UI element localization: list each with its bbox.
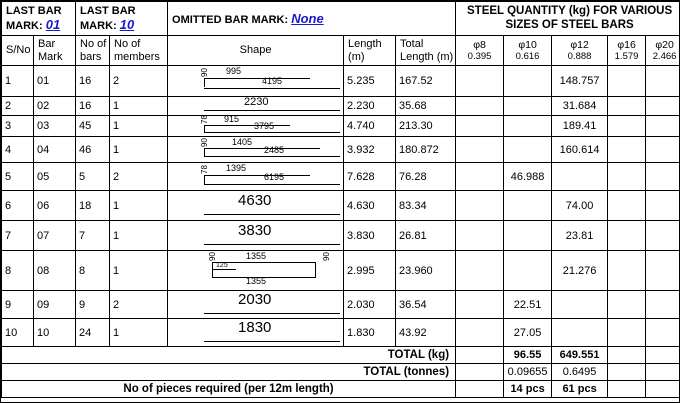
cell-sno: 5 <box>2 163 34 191</box>
cell-total-length: 43.92 <box>396 319 456 347</box>
shape-dim-hook: 125 <box>216 262 228 270</box>
dia-20-weight: 2.466 <box>652 51 677 63</box>
cell-d12: 21.276 <box>552 251 608 291</box>
pieces-d12: 61 pcs <box>552 381 608 398</box>
cell-d20 <box>646 291 680 319</box>
pieces-d16 <box>608 381 646 398</box>
cell-d16 <box>608 163 646 191</box>
cell-length: 3.830 <box>344 221 396 251</box>
col-bar-mark: Bar Mark <box>34 36 76 66</box>
cell-no-of-bars: 45 <box>76 116 110 137</box>
cell-d20 <box>646 97 680 116</box>
table-row <box>2 66 680 97</box>
cell-bar-mark: 05 <box>34 163 76 191</box>
cell-sno: 2 <box>2 97 34 116</box>
steel-quantity-title: STEEL QUANTITY (kg) FOR VARIOUS SIZES OF STEEL BARS <box>456 2 680 36</box>
shape-dim-top: 1395 <box>226 163 247 174</box>
cell-no-of-members: 1 <box>110 137 168 163</box>
cell-d10 <box>504 221 552 251</box>
cell-length: 7.628 <box>344 163 396 191</box>
cell-total-length: 36.54 <box>396 291 456 319</box>
cell-d8 <box>456 137 504 163</box>
cell-d10 <box>504 116 552 137</box>
cell-no-of-members: 1 <box>110 97 168 116</box>
shape-dim-top: 995 <box>226 66 242 77</box>
cell-total-length: 76.28 <box>396 163 456 191</box>
cell-total-length: 167.52 <box>396 66 456 97</box>
shape-dim-top: 1355 <box>246 251 267 262</box>
shape-dim-right-vert: 90 <box>322 252 332 262</box>
cell-no-of-bars: 16 <box>76 97 110 116</box>
cell-shape <box>168 97 344 116</box>
cell-no-of-bars: 5 <box>76 163 110 191</box>
cell-sno: 7 <box>2 221 34 251</box>
cell-shape <box>168 319 344 347</box>
cell-d20 <box>646 221 680 251</box>
dia-8-weight: 0.395 <box>467 51 492 63</box>
cell-d12: 31.684 <box>552 97 608 116</box>
dia-12-label: φ12 <box>570 38 589 51</box>
shape-dim-bottom: 2485 <box>264 145 285 156</box>
col-sno: S/No <box>2 36 34 66</box>
cell-d10 <box>504 66 552 97</box>
shape-dim-bottom: 4195 <box>262 76 283 87</box>
cell-no-of-bars: 8 <box>76 251 110 291</box>
cell-d8 <box>456 191 504 221</box>
shape-dim-bottom: 1355 <box>246 276 267 287</box>
first-bar-mark-value: 01 <box>45 17 61 32</box>
total-tonnes-d8 <box>456 364 504 381</box>
table-row <box>2 251 680 291</box>
shape-dim-vert: 78 <box>200 165 210 175</box>
cell-d12: 189.41 <box>552 116 608 137</box>
pieces-d20 <box>646 381 680 398</box>
cell-d20 <box>646 116 680 137</box>
table-row <box>2 291 680 319</box>
dia-10-weight: 0.616 <box>515 51 540 63</box>
cell-sno: 4 <box>2 137 34 163</box>
col-no-of-members: No of members <box>110 36 168 66</box>
shape-dim-length: 4630 <box>238 192 272 210</box>
dia-8-label: φ8 <box>473 38 486 51</box>
shape-dim-length: 2030 <box>238 291 272 309</box>
cell-d8 <box>456 66 504 97</box>
col-total-length: Total Length (m) <box>396 36 456 66</box>
cell-sno: 6 <box>2 191 34 221</box>
dia-12-weight: 0.888 <box>567 51 592 63</box>
col-dia-8 <box>456 36 504 66</box>
shape-link-bar <box>168 251 343 290</box>
table-row <box>2 163 680 191</box>
pieces-d10: 14 pcs <box>504 381 552 398</box>
cell-bar-mark: 10 <box>34 319 76 347</box>
table-row <box>2 137 680 163</box>
shape-dim-bottom: 6195 <box>264 172 285 183</box>
total-tonnes-d16 <box>608 364 646 381</box>
cell-d12: 23.81 <box>552 221 608 251</box>
cell-d16 <box>608 221 646 251</box>
cell-d16 <box>608 319 646 347</box>
cell-total-length: 35.68 <box>396 97 456 116</box>
cell-length: 5.235 <box>344 66 396 97</box>
cell-no-of-bars: 18 <box>76 191 110 221</box>
last-bar-mark-label: LAST BAR MARK: <box>80 5 136 32</box>
total-tonnes-label: TOTAL (tonnes) <box>2 364 456 381</box>
cell-length: 1.830 <box>344 319 396 347</box>
cell-bar-mark: 03 <box>34 116 76 137</box>
total-tonnes-d20 <box>646 364 680 381</box>
cell-bar-mark: 04 <box>34 137 76 163</box>
cell-d10 <box>504 251 552 291</box>
cell-d8 <box>456 116 504 137</box>
dia-16-weight: 1.579 <box>614 51 639 63</box>
shape-dim-vert: 90 <box>200 68 210 78</box>
cell-d10 <box>504 137 552 163</box>
cell-shape <box>168 221 344 251</box>
cell-shape <box>168 66 344 97</box>
schedule-table <box>1 1 680 398</box>
shape-bent-bar <box>168 163 343 190</box>
cell-no-of-members: 1 <box>110 116 168 137</box>
total-kg-d10: 96.55 <box>504 347 552 364</box>
cell-no-of-members: 2 <box>110 291 168 319</box>
shape-dim-length: 1830 <box>238 319 272 337</box>
shape-straight-bar <box>168 191 343 220</box>
cell-d10 <box>504 191 552 221</box>
shape-dim-top: 1405 <box>232 137 253 148</box>
total-kg-d16 <box>608 347 646 364</box>
total-tonnes-d10: 0.09655 <box>504 364 552 381</box>
pieces-row <box>2 381 680 398</box>
total-kg-d20 <box>646 347 680 364</box>
shape-dim-length: 2230 <box>244 96 269 109</box>
cell-shape <box>168 251 344 291</box>
cell-d20 <box>646 66 680 97</box>
cell-no-of-bars: 9 <box>76 291 110 319</box>
cell-d8 <box>456 251 504 291</box>
cell-total-length: 26.81 <box>396 221 456 251</box>
cell-d20 <box>646 137 680 163</box>
cell-d16 <box>608 97 646 116</box>
cell-d12: 160.614 <box>552 137 608 163</box>
cell-d8 <box>456 291 504 319</box>
cell-d8 <box>456 319 504 347</box>
cell-no-of-members: 2 <box>110 163 168 191</box>
cell-d20 <box>646 319 680 347</box>
cell-d12 <box>552 163 608 191</box>
first-bar-mark <box>2 2 76 36</box>
table-row <box>2 221 680 251</box>
cell-no-of-bars: 24 <box>76 319 110 347</box>
cell-d12 <box>552 291 608 319</box>
dia-10-label: φ10 <box>518 38 537 51</box>
cell-total-length: 213.30 <box>396 116 456 137</box>
cell-length: 3.932 <box>344 137 396 163</box>
table-row <box>2 319 680 347</box>
total-kg-d8 <box>456 347 504 364</box>
cell-d16 <box>608 191 646 221</box>
omitted-bar-mark-value: None <box>291 11 324 26</box>
cell-d12: 148.757 <box>552 66 608 97</box>
table-row <box>2 191 680 221</box>
cell-d10: 46.988 <box>504 163 552 191</box>
total-kg-row <box>2 347 680 364</box>
cell-no-of-members: 1 <box>110 251 168 291</box>
cell-d16 <box>608 116 646 137</box>
last-bar-mark-value: 10 <box>119 17 135 32</box>
shape-straight-bar <box>168 319 343 346</box>
shape-dim-vert: 78 <box>200 115 210 125</box>
cell-bar-mark: 08 <box>34 251 76 291</box>
col-dia-10 <box>504 36 552 66</box>
shape-dim-length: 3830 <box>238 222 272 240</box>
cell-no-of-members: 1 <box>110 221 168 251</box>
dia-16-label: φ16 <box>617 38 636 51</box>
cell-no-of-bars: 46 <box>76 137 110 163</box>
shape-straight-bar <box>168 221 343 250</box>
cell-shape <box>168 163 344 191</box>
cell-d10 <box>504 97 552 116</box>
cell-shape <box>168 191 344 221</box>
omitted-bar-mark <box>168 2 456 36</box>
cell-d10: 27.05 <box>504 319 552 347</box>
col-shape: Shape <box>168 36 344 66</box>
cell-total-length: 23.960 <box>396 251 456 291</box>
omitted-bar-mark-label: OMITTED BAR MARK: <box>172 14 289 26</box>
first-bar-mark-label: LAST BAR MARK: <box>6 5 62 32</box>
cell-d8 <box>456 163 504 191</box>
col-dia-16 <box>608 36 646 66</box>
cell-sno: 3 <box>2 116 34 137</box>
col-dia-12 <box>552 36 608 66</box>
cell-shape <box>168 116 344 137</box>
cell-bar-mark: 01 <box>34 66 76 97</box>
cell-no-of-members: 1 <box>110 319 168 347</box>
cell-shape <box>168 291 344 319</box>
cell-sno: 10 <box>2 319 34 347</box>
col-length: Length (m) <box>344 36 396 66</box>
cell-d20 <box>646 251 680 291</box>
shape-dim-top: 915 <box>224 114 240 125</box>
cell-shape <box>168 137 344 163</box>
cell-bar-mark: 09 <box>34 291 76 319</box>
cell-no-of-bars: 16 <box>76 66 110 97</box>
cell-d20 <box>646 163 680 191</box>
cell-length: 2.030 <box>344 291 396 319</box>
table-row <box>2 97 680 116</box>
cell-length: 2.995 <box>344 251 396 291</box>
cell-no-of-members: 2 <box>110 66 168 97</box>
cell-d8 <box>456 97 504 116</box>
col-dia-20 <box>646 36 680 66</box>
total-tonnes-row <box>2 364 680 381</box>
pieces-label: No of pieces required (per 12m length) <box>2 381 456 398</box>
cell-length: 4.740 <box>344 116 396 137</box>
total-kg-d12: 649.551 <box>552 347 608 364</box>
shape-bent-bar <box>168 137 343 162</box>
shape-straight-bar <box>168 97 343 115</box>
shape-bent-bar <box>168 66 343 96</box>
cell-sno: 1 <box>2 66 34 97</box>
col-no-of-bars: No of bars <box>76 36 110 66</box>
cell-d12 <box>552 319 608 347</box>
column-header-row <box>2 36 680 66</box>
table-row <box>2 116 680 137</box>
cell-total-length: 83.34 <box>396 191 456 221</box>
shape-dim-bottom: 3795 <box>254 121 275 132</box>
cell-sno: 8 <box>2 251 34 291</box>
dia-20-label: φ20 <box>655 38 674 51</box>
pieces-d8 <box>456 381 504 398</box>
shape-dim-left-vert: 90 <box>208 252 218 262</box>
total-tonnes-d12: 0.6495 <box>552 364 608 381</box>
cell-bar-mark: 06 <box>34 191 76 221</box>
cell-length: 4.630 <box>344 191 396 221</box>
cell-total-length: 180.872 <box>396 137 456 163</box>
cell-d16 <box>608 66 646 97</box>
cell-bar-mark: 07 <box>34 221 76 251</box>
cell-d16 <box>608 137 646 163</box>
total-kg-label: TOTAL (kg) <box>2 347 456 364</box>
cell-d8 <box>456 221 504 251</box>
cell-d20 <box>646 191 680 221</box>
cell-d10: 22.51 <box>504 291 552 319</box>
cell-d12: 74.00 <box>552 191 608 221</box>
cell-d16 <box>608 291 646 319</box>
cell-bar-mark: 02 <box>34 97 76 116</box>
cell-length: 2.230 <box>344 97 396 116</box>
cell-no-of-members: 1 <box>110 191 168 221</box>
cell-sno: 9 <box>2 291 34 319</box>
shape-bent-bar <box>168 116 343 136</box>
shape-straight-bar <box>168 291 343 318</box>
header-row <box>2 2 680 36</box>
last-bar-mark <box>76 2 168 36</box>
shape-dim-vert: 90 <box>200 138 210 148</box>
cell-d16 <box>608 251 646 291</box>
cell-no-of-bars: 7 <box>76 221 110 251</box>
